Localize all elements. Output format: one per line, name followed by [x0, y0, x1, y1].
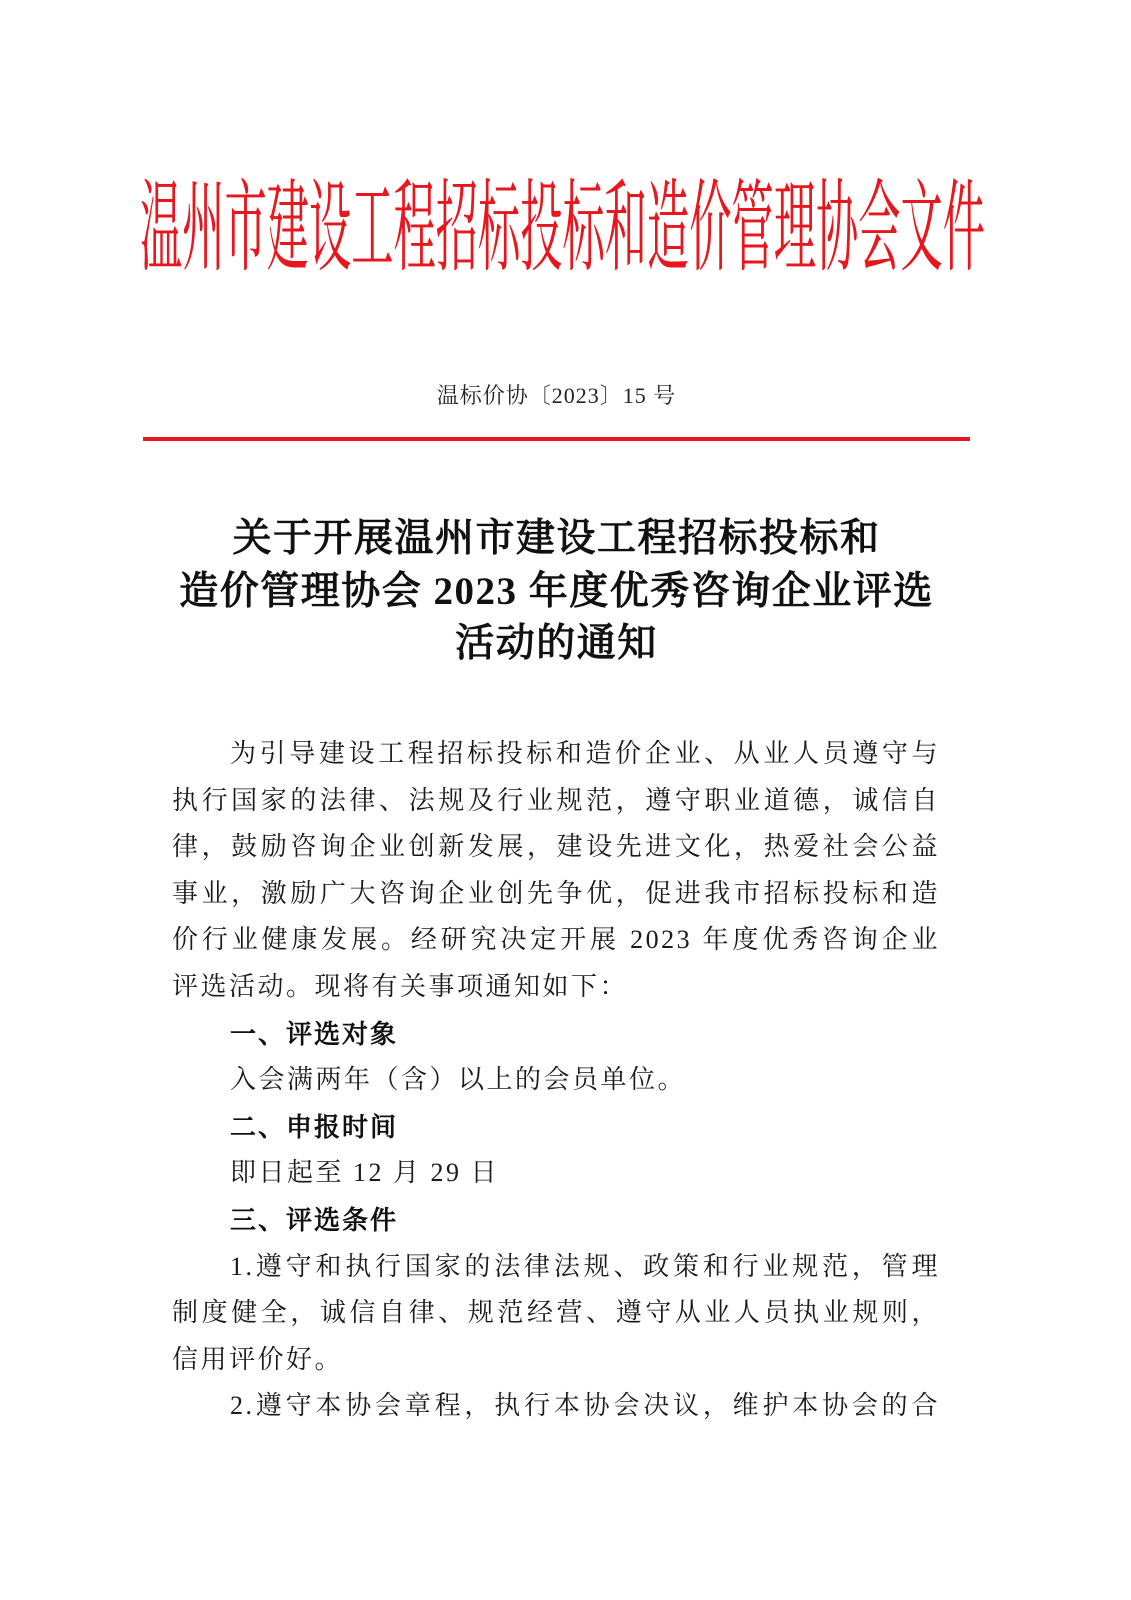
section-line: 入会满两年（含）以上的会员单位。	[230, 1065, 687, 1095]
intro-line: 律，鼓励咨询企业创新发展，建设先进文化，热爱社会公益	[172, 832, 940, 862]
document-title	[143, 513, 970, 671]
masthead-divider	[143, 437, 970, 441]
title-line: 造价管理协会 2023 年度优秀咨询企业评选	[179, 569, 934, 613]
masthead	[140, 178, 985, 278]
intro-line: 为引导建设工程招标投标和造价企业、从业人员遵守与	[230, 739, 940, 768]
section-heading: 一、评选对象	[230, 1018, 399, 1049]
section-heading: 三、评选条件	[230, 1204, 399, 1235]
title-line: 活动的通知	[455, 622, 658, 665]
criteria-item-line: 1.遵守和执行国家的法律法规、政策和行业规范，管理	[230, 1251, 940, 1281]
intro-line: 执行国家的法律、法规及行业规范，遵守职业道德，诚信自	[172, 785, 940, 815]
document-number: 温标价协〔2023〕15 号	[436, 383, 677, 408]
section-line: 即日起至 12 月 29 日	[230, 1158, 500, 1188]
intro-line: 价行业健康发展。经研究决定开展 2023 年度优秀咨询企业	[172, 925, 940, 955]
section-heading: 二、申报时间	[230, 1111, 399, 1142]
criteria-item-line: 制度健全，诚信自律、规范经营、遵守从业人员执业规则，	[172, 1298, 940, 1328]
intro-line: 事业，激励广大咨询企业创先争优，促进我市招标投标和造	[172, 878, 940, 908]
document-body	[172, 731, 940, 1430]
intro-line: 评选活动。现将有关事项通知如下：	[172, 971, 629, 1001]
criteria-item-line: 2.遵守本协会章程，执行本协会决议，维护本协会的合	[230, 1391, 940, 1421]
criteria-item-line: 信用评价好。	[172, 1344, 344, 1374]
masthead-title: 温州市建设工程招标投标和造价管理协会文件	[140, 178, 985, 278]
title-line: 关于开展温州市建设工程招标投标和	[232, 517, 881, 560]
